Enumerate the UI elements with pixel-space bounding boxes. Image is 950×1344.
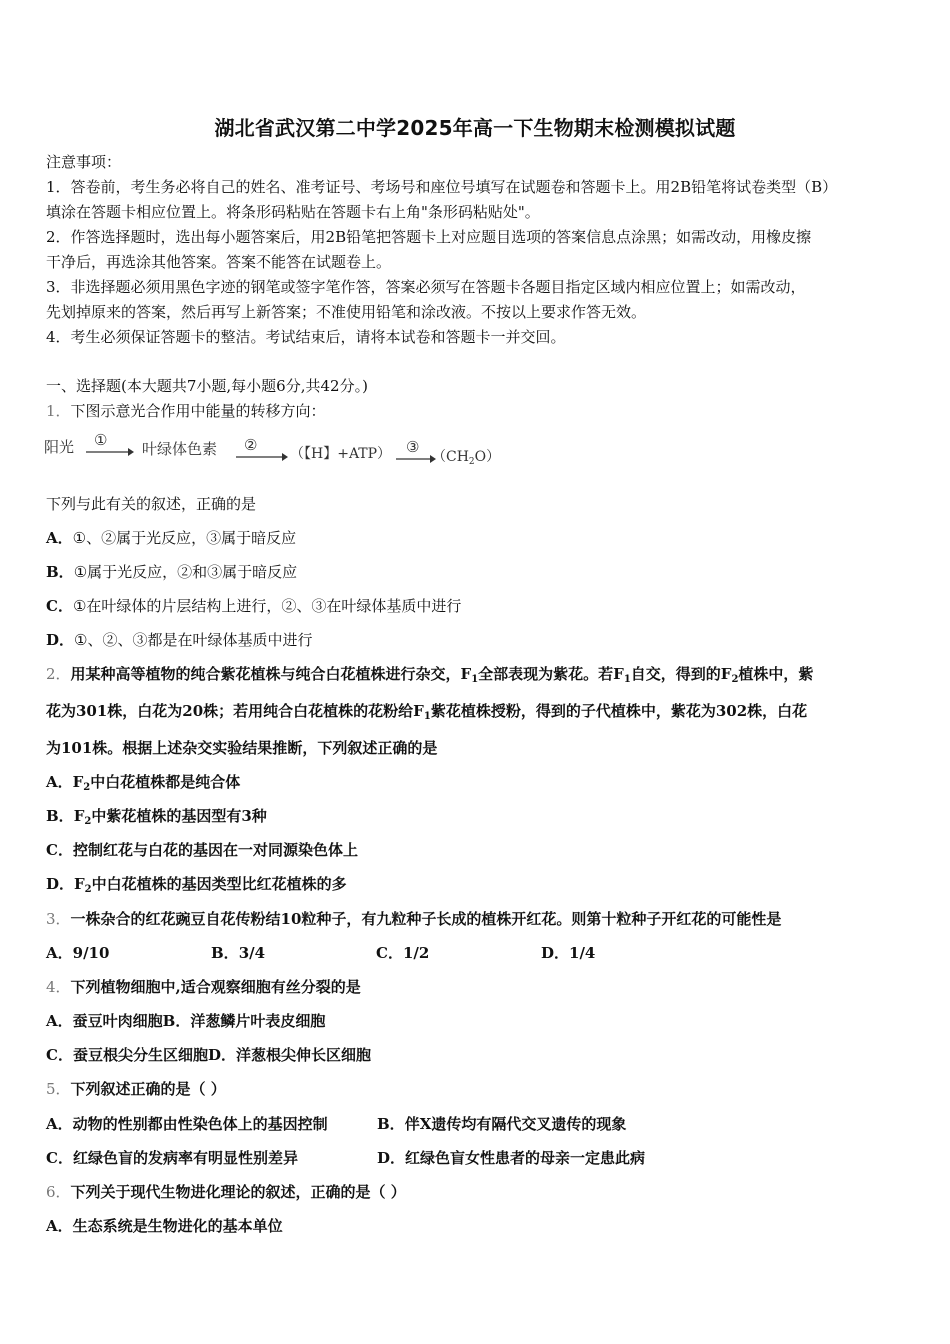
text: 用某种高等植物的纯合紫花植株与纯合白花植株进行杂交，F bbox=[70, 665, 472, 683]
option-d[interactable] bbox=[46, 874, 347, 894]
option-label: B． bbox=[211, 944, 239, 962]
option-text: 中紫花植株的基因型有3种 bbox=[91, 807, 267, 825]
arrow-1-head bbox=[128, 448, 134, 456]
h-atp-label: （【H】+ATP） bbox=[290, 446, 392, 462]
subscript: 1 bbox=[471, 674, 479, 685]
option-label: A． bbox=[46, 773, 73, 791]
subscript: 2 bbox=[731, 674, 739, 685]
notice-line: 2．作答选择题时，选出每小题答案后，用2B铅笔把答题卡上对应题目选项的答案信息点涂黑；如需改动，用橡皮擦 bbox=[46, 228, 812, 246]
notice-line: 先划掉原来的答案，然后再写上新答案；不准使用铅笔和涂改液。不按以上要求作答无效。 bbox=[46, 303, 647, 321]
question-text: 下列叙述正确的是（ ） bbox=[70, 1080, 226, 1098]
notice-line: 4．考生必须保证答题卡的整洁。考试结束后，请将本试卷和答题卡一并交回。 bbox=[46, 328, 566, 346]
option-label: D． bbox=[541, 944, 570, 962]
option-text: F bbox=[72, 773, 84, 791]
option-text: 3/4 bbox=[238, 944, 266, 962]
question-4-stem bbox=[46, 977, 361, 997]
question-text: 下列植物细胞中,适合观察细胞有丝分裂的是 bbox=[70, 978, 361, 996]
question-5-stem bbox=[46, 1079, 226, 1099]
option-label: C． bbox=[46, 1149, 73, 1167]
subscript: 1 bbox=[423, 711, 431, 722]
question-2-stem-line-2 bbox=[46, 701, 807, 721]
notice-line: 干净后，再选涂其他答案。答案不能答在试题卷上。 bbox=[46, 253, 392, 271]
option-text: ①属于光反应，②和③属于暗反应 bbox=[73, 563, 298, 581]
option-c[interactable] bbox=[46, 596, 461, 616]
option-text: 蚕豆根尖分生区细胞 bbox=[72, 1046, 208, 1064]
option-d[interactable] bbox=[208, 1046, 371, 1064]
option-text: 动物的性别都由性染色体上的基因控制 bbox=[72, 1115, 328, 1133]
option-c[interactable] bbox=[46, 1046, 208, 1064]
option-c[interactable] bbox=[46, 1148, 298, 1168]
option-c[interactable] bbox=[46, 840, 358, 860]
option-label: A． bbox=[46, 529, 73, 547]
option-text: 蚕豆叶肉细胞 bbox=[72, 1012, 163, 1030]
question-5-options-row-2 bbox=[46, 1148, 906, 1168]
question-text: 一株杂合的红花豌豆自花传粉结10粒种子，有九粒种子长成的植株开红花。则第十粒种子开红花的可能性是 bbox=[70, 910, 782, 928]
option-label: D． bbox=[46, 875, 75, 893]
option-label: D． bbox=[207, 1046, 236, 1064]
option-label: C． bbox=[376, 944, 403, 962]
text: 紫花植株授粉，得到的子代植株中，紫花为302株，白花 bbox=[430, 702, 808, 720]
question-number: 1． bbox=[46, 402, 71, 420]
arrow-2-head bbox=[282, 453, 288, 461]
text: 全部表现为紫花。若F bbox=[478, 665, 624, 683]
option-a[interactable] bbox=[46, 528, 296, 548]
option-label: C． bbox=[46, 1046, 73, 1064]
option-label: B． bbox=[377, 1115, 405, 1133]
question-4-options-row-2 bbox=[46, 1045, 371, 1065]
notice-line: 填涂在答题卡相应位置上。将条形码粘贴在答题卡右上角"条形码粘贴处"。 bbox=[46, 203, 540, 221]
question-text: 下列关于现代生物进化理论的叙述，正确的是（ ） bbox=[70, 1183, 406, 1201]
option-text: 1/2 bbox=[402, 944, 430, 962]
question-number: 3． bbox=[46, 910, 71, 928]
option-label: A． bbox=[46, 1217, 73, 1235]
option-text: 控制红花与白花的基因在一对同源染色体上 bbox=[72, 841, 358, 859]
option-a[interactable] bbox=[46, 1216, 283, 1236]
option-d[interactable] bbox=[541, 943, 595, 963]
option-text: ①、②、③都是在叶绿体基质中进行 bbox=[74, 631, 313, 649]
option-text: 1/4 bbox=[569, 944, 596, 962]
product-label: $(CH_2O)$ bbox=[432, 449, 501, 467]
option-text: 伴X遗传均有隔代交叉遗传的现象 bbox=[404, 1115, 627, 1133]
question-6-stem bbox=[46, 1182, 406, 1202]
exam-title: 湖北省武汉第二中学2025年高一下生物期末检测模拟试题 bbox=[214, 116, 736, 140]
option-text: 洋葱鳞片叶表皮细胞 bbox=[190, 1012, 326, 1030]
option-label: A． bbox=[46, 944, 73, 962]
subscript: 2 bbox=[84, 816, 92, 827]
chlorophyll-label: 叶绿体色素 bbox=[142, 440, 218, 458]
question-number: 4． bbox=[46, 978, 71, 996]
option-label: C． bbox=[46, 841, 73, 859]
question-2-stem-line-3: 为101株。根据上述杂交实验结果推断，下列叙述正确的是 bbox=[46, 739, 438, 757]
option-text: F bbox=[73, 807, 85, 825]
question-2-stem-line-1 bbox=[46, 664, 813, 684]
option-text: 生态系统是生物进化的基本单位 bbox=[72, 1217, 283, 1235]
option-label: B． bbox=[162, 1012, 191, 1030]
question-3-options bbox=[46, 943, 906, 963]
question-number: 2． bbox=[46, 665, 71, 683]
option-label: D． bbox=[46, 631, 75, 649]
option-text: ①在叶绿体的片层结构上进行，②、③在叶绿体基质中进行 bbox=[72, 597, 462, 615]
option-text: 中白花植株的基因类型比红花植株的多 bbox=[91, 875, 347, 893]
option-label: A． bbox=[46, 1012, 73, 1030]
text: 花为301株，白花为20株；若用纯合白花植株的花粉给F bbox=[46, 702, 424, 720]
option-b[interactable] bbox=[46, 806, 267, 826]
option-label: B． bbox=[46, 563, 74, 581]
energy-transfer-diagram bbox=[44, 428, 514, 472]
question-4-options-row-1 bbox=[46, 1011, 325, 1031]
option-text: 洋葱根尖伸长区细胞 bbox=[235, 1046, 371, 1064]
question-3-stem bbox=[46, 909, 781, 929]
question-text: 下图示意光合作用中能量的转移方向： bbox=[70, 402, 326, 420]
subscript: 2 bbox=[84, 884, 92, 895]
option-text: ①、②属于光反应，③属于暗反应 bbox=[72, 529, 297, 547]
option-text: 红绿色盲的发病率有明显性别差异 bbox=[72, 1149, 298, 1167]
subscript: 2 bbox=[83, 782, 91, 793]
question-5-options-row-1 bbox=[46, 1114, 906, 1134]
question-1-prompt: 下列与此有关的叙述，正确的是 bbox=[46, 495, 257, 513]
notice-line: 3．非选择题必须用黑色字迹的钢笔或签字笔作答，答案必须写在答题卡各题目指定区域内相应位置上；如需改动， bbox=[46, 278, 806, 296]
option-a[interactable] bbox=[46, 772, 240, 792]
option-text: 红绿色盲女性患者的母亲一定患此病 bbox=[405, 1149, 646, 1167]
option-d[interactable] bbox=[377, 1148, 645, 1168]
question-number: 5． bbox=[46, 1080, 71, 1098]
sunlight-label: 阳光 bbox=[44, 438, 75, 456]
option-label: B． bbox=[46, 807, 74, 825]
notice-heading: 注意事项： bbox=[46, 153, 122, 171]
text: 自交，得到的F bbox=[630, 665, 732, 683]
option-b[interactable] bbox=[377, 1114, 626, 1134]
question-1-stem bbox=[46, 401, 326, 421]
option-label: D． bbox=[377, 1149, 406, 1167]
text: 植株中，紫 bbox=[738, 665, 814, 683]
option-a[interactable] bbox=[46, 1114, 328, 1134]
step-3-marker: ③ bbox=[406, 438, 420, 456]
option-b[interactable] bbox=[163, 1012, 326, 1030]
option-label: C． bbox=[46, 597, 73, 615]
option-a[interactable] bbox=[46, 1012, 163, 1030]
section-heading: 一、选择题(本大题共7小题,每小题6分,共42分。) bbox=[46, 377, 368, 395]
option-c[interactable] bbox=[376, 943, 429, 963]
option-d[interactable] bbox=[46, 630, 312, 650]
notice-line: 1．答卷前，考生务必将自己的姓名、准考证号、考场号和座位号填写在试题卷和答题卡上。用2B铅笔将试卷类型（B） bbox=[46, 178, 838, 196]
option-b[interactable] bbox=[46, 562, 297, 582]
question-number: 6． bbox=[46, 1183, 71, 1201]
option-text: 中白花植株都是纯合体 bbox=[90, 773, 241, 791]
option-text: F bbox=[74, 875, 85, 893]
step-2-marker: ② bbox=[244, 436, 258, 454]
option-a[interactable] bbox=[46, 943, 109, 963]
option-b[interactable] bbox=[211, 943, 265, 963]
option-text: 9/10 bbox=[72, 944, 110, 962]
step-1-marker: ① bbox=[94, 431, 108, 449]
option-label: A． bbox=[46, 1115, 73, 1133]
subscript: 1 bbox=[623, 674, 631, 685]
